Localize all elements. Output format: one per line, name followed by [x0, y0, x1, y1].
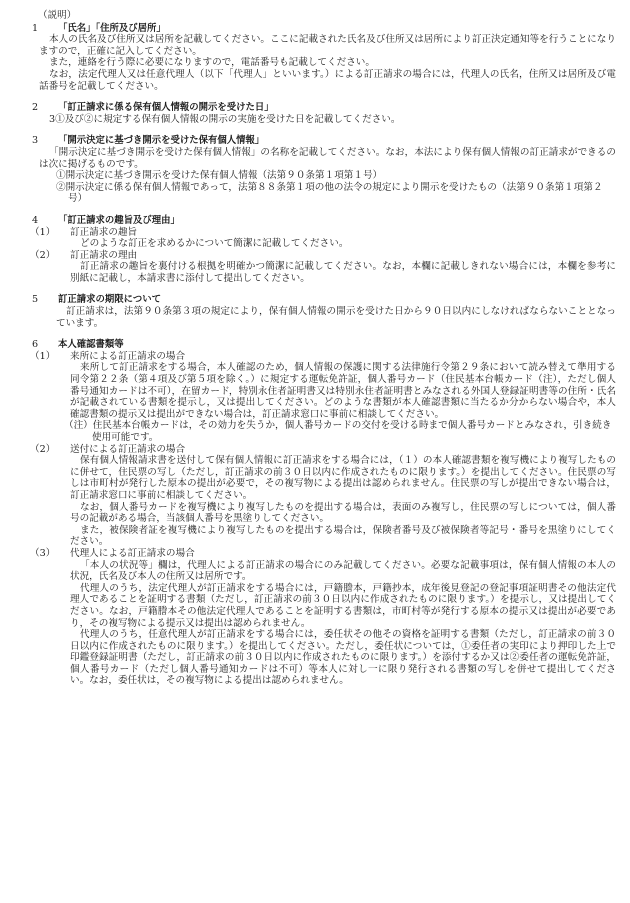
- subsection: [30, 548, 616, 687]
- subsection-title: 訂正請求の理由: [70, 249, 138, 261]
- subsection-number: （2）: [30, 249, 56, 261]
- list-item: ②開示決定に係る保有個人情報であって，法第８８条第１項の他の法令の規定により開示を受けたもの（法第９０条第１項第２号）: [56, 181, 603, 205]
- paragraph: また，被保険者証を複写機により複写したものを提出する場合は，保険者番号及び被保険者等記号・番号を黒塗りにしてください。: [70, 524, 616, 548]
- paragraph: 本人の氏名及び住所又は居所を記載してください。ここに記載された氏名及び住所又は居所により訂正決定通知等を行うことになりますので，正確に記入してください。: [39, 34, 616, 57]
- section-number: 6: [32, 339, 39, 351]
- paragraph: 3①及び②に規定する保有個人情報の開示の実施を受けた日を記載してください。: [49, 113, 401, 125]
- paragraph: 訂正請求は，法第９０条第３項の規定により，保有個人情報の開示を受けた日から９０日以内にしなければならないこととなっています。: [56, 306, 616, 329]
- section-3-heading: [30, 135, 616, 147]
- subsection: [30, 250, 616, 285]
- paragraph: 「開示決定に基づき開示を受けた保有個人情報」の名称を記載してください。なお，本法により保有個人情報の訂正請求ができるのは次に掲げるものです。: [39, 146, 616, 170]
- paragraph: なお，法定代理人又は任意代理人（以下「代理人」といいます。）による訂正請求の場合には，代理人の氏名，住所又は居所及び電話番号を記載してください。: [39, 68, 616, 92]
- section-title: 「訂正請求の趣旨及び理由」: [58, 214, 180, 226]
- section-1: [30, 23, 616, 93]
- section-2: [30, 102, 616, 125]
- section-title: 「氏名」「住所及び居所」: [58, 22, 166, 34]
- subsection-number: （1）: [30, 226, 56, 238]
- subsection-title: 訂正請求の趣旨: [70, 226, 138, 238]
- paragraph: 「本人の状況等」欄は，代理人による訂正請求の場合にのみ記載してください。必要な記載事項は，保有個人情報の本人の状況，氏名及び本人の住所又は居所です。: [70, 559, 616, 583]
- section-6: [30, 339, 616, 687]
- section-title: 本人確認書類等: [58, 339, 124, 351]
- intro-label: （説明）: [38, 10, 77, 21]
- paragraph: なお，個人番号カードを複写機により複写したものを提出する場合は，表面のみ複写し，住民票の写しについては，個人番号の記載がある場合，当該個人番号を黒塗りしてください。: [70, 501, 616, 525]
- paragraph: 来所して訂正請求をする場合，本人確認のため，個人情報の保護に関する法律施行令第２９条において読み替えて準用する同令第２２条（第４項及び第５項を除く。）に規定する運転免許証，個人番号カード（住民基本台帳カード（注），ただし個人番号通知カードは不可），在留カード，特別永住者証明書又は特別永住者証明書とみなされる外国人登録証明書等の住所・氏名が記載されている書類を提示し，又は提出してください。どのような書類が本人確認書類に当たるか分からない場合や，本人確認書類の提示又は提出ができない場合は，訂正請求窓口に事前に相談してください。: [70, 362, 616, 420]
- section-3: [30, 135, 616, 205]
- section-2-heading: [30, 102, 616, 114]
- subsection-title: 送付による訂正請求の場合: [70, 443, 186, 455]
- paragraph: どのような訂正を求めるかについて簡潔に記載してください。: [80, 238, 349, 250]
- section-6-heading: [30, 339, 616, 351]
- section-number: 2: [32, 102, 39, 114]
- paragraph: 保有個人情報請求書を送付して保有個人情報に訂正請求をする場合には，（１）の本人確認書類を複写機により複写したものに併せて，住民票の写し（ただし，訂正請求の前３０日以内に作成されたものに限ります。）を提出してください。住民票の写しは市町村が発行した原本の提出が必要で，その複写物による提出は認められません。住民票の写しが提出できない場合は，訂正請求窓口に事前に相談してください。: [70, 455, 616, 501]
- section-number: 4: [32, 214, 39, 226]
- paragraph: 訂正請求の趣旨を裏付ける根拠を明確かつ簡潔に記載してください。なお，本欄に記載しきれない場合には，本欄を参考に別紙に記載し，本請求書に添付して提出してください。: [70, 261, 616, 284]
- section-title: 「開示決定に基づき開示を受けた保有個人情報」: [58, 135, 265, 147]
- subsection-number: （3）: [30, 547, 56, 559]
- subsection-number: （2）: [30, 443, 56, 455]
- subsection: [30, 351, 616, 444]
- section-4-heading: [30, 215, 616, 227]
- section-title: 「訂正請求に係る保有個人情報の開示を受けた日」: [58, 102, 274, 114]
- section-title: 訂正請求の期限について: [58, 294, 161, 306]
- paragraph: また，連絡を行う際に必要になりますので，電話番号も記載してください。: [49, 57, 375, 69]
- section-number: 5: [32, 294, 39, 306]
- note: （注）住民基本台帳カードは，その効力を失うか，個人番号カードの交付を受ける時まで個人番号カードとみなされ，引き続き使用可能です。: [64, 420, 612, 443]
- section-number: 1: [32, 22, 39, 34]
- subsection-number: （1）: [30, 350, 56, 362]
- section-5: [30, 294, 616, 329]
- subsection: [30, 227, 616, 250]
- paragraph: 代理人のうち，任意代理人が訂正請求をする場合には，委任状その他その資格を証明する書類（ただし，訂正請求の前３０日以内に作成されたものに限ります。）を提出してください。ただし，委任状については，①委任者の実印により押印した上で印鑑登録証明書（ただし，訂正請求の前３０日以内に作成されたものに限ります。）を添付するか又は②委任者の運転免許証，個人番号カード（ただし個人番号通知カードは不可）等本人に対し一に限り発行される書類の写しを併せて提出してください。なお，委任状は，その複写物による提出は認められません。: [70, 629, 616, 687]
- explanation-document: [30, 10, 616, 687]
- subsection-title: 代理人による訂正請求の場合: [70, 547, 195, 559]
- eligible-info-list: [30, 170, 616, 205]
- subsection-title: 来所による訂正請求の場合: [70, 350, 186, 362]
- section-4: [30, 215, 616, 285]
- section-1-heading: [30, 23, 616, 35]
- section-number: 3: [32, 135, 39, 147]
- subsection: [30, 444, 616, 548]
- section-5-heading: [30, 294, 616, 306]
- paragraph: 代理人のうち，法定代理人が訂正請求をする場合には，戸籍謄本，戸籍抄本，成年後見登記の登記事項証明書その他法定代理人であることを証明する書類（ただし，訂正請求の前３０日以内に作成されたものに限ります。）を提示し，又は提出してください。なお，戸籍謄本その他法定代理人であることを証明する書類は，市町村等が発行する原本の提示又は提出が必要であり，その複写物による提示又は提出は認められません。: [70, 582, 616, 629]
- list-item: ①開示決定に基づき開示を受けた保有個人情報（法第９０条第１項第１号）: [56, 170, 383, 182]
